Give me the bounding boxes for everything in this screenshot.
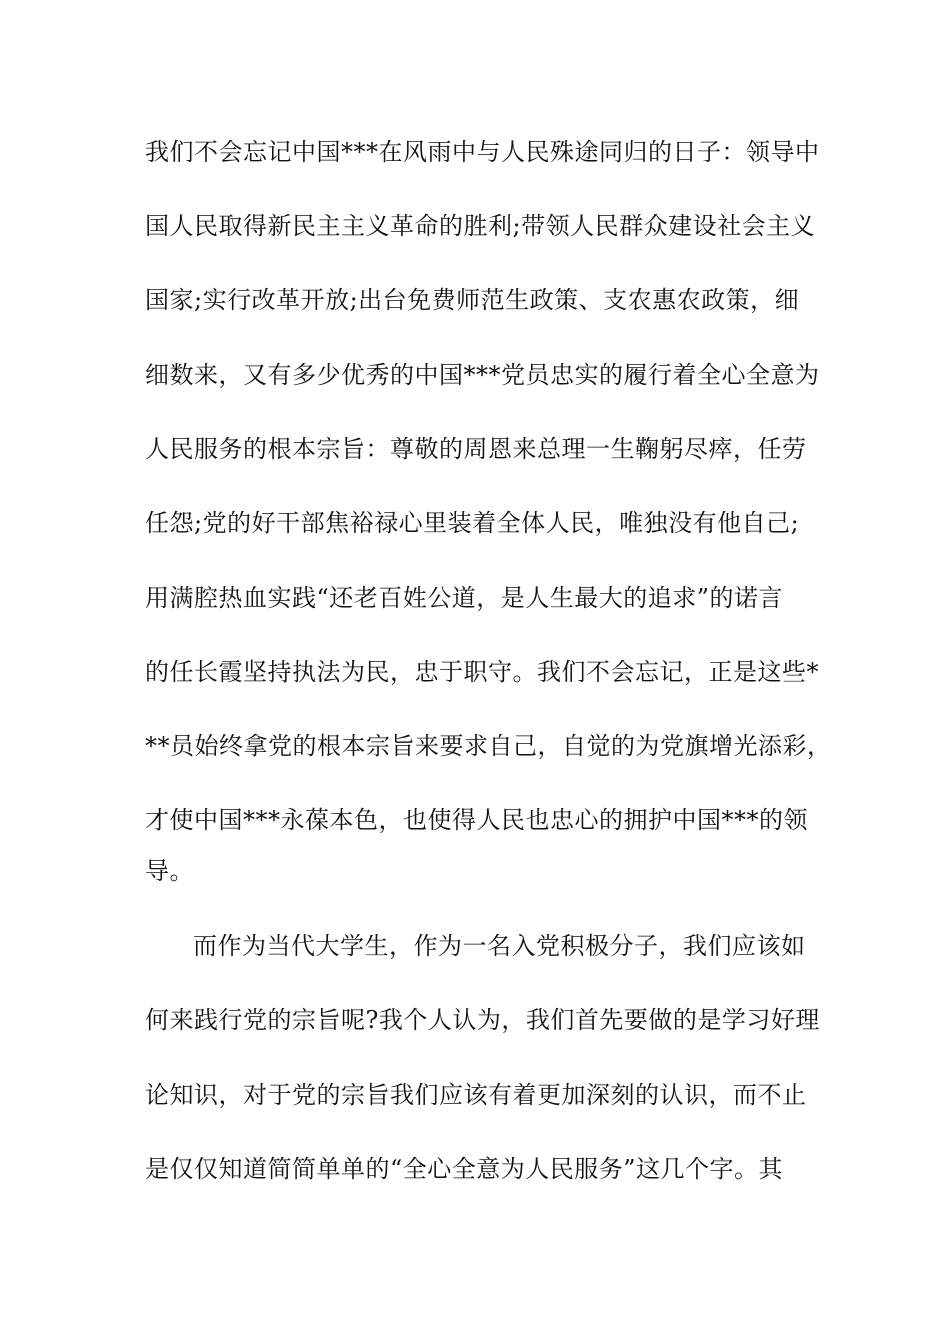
paragraph-1-line-9: **员始终拿党的根本宗旨来要求自己，自觉的为党旗增光添彩， <box>145 732 832 760</box>
paragraph-1-line-8: 的任长霞坚持执法为民，忠于职守。我们不会忘记，正是这些* <box>145 658 819 686</box>
paragraph-1-line-11: 导。 <box>145 857 194 885</box>
paragraph-2-line-2: 何来践行党的宗旨呢?我个人认为，我们首先要做的是学习好理 <box>145 1006 820 1034</box>
paragraph-2-line-1: 而作为当代大学生，作为一名入党积极分子，我们应该如 <box>193 932 806 960</box>
paragraph-1-line-10: 才使中国***永葆本色，也使得人民也忠心的拥护中国***的领 <box>145 806 808 834</box>
paragraph-1-line-4: 细数来，又有多少优秀的中国***党员忠实的履行着全心全意为 <box>145 361 820 389</box>
paragraph-1-line-1: 我们不会忘记中国***在风雨中与人民殊途同归的日子：领导中 <box>145 138 820 166</box>
paragraph-1-line-3: 国家;实行改革开放;出台免费师范生政策、支农惠农政策，细 <box>145 286 800 314</box>
paragraph-1-line-7: 用满腔热血实践“还老百姓公道，是人生最大的追求”的诺言 <box>145 584 784 612</box>
paragraph-1-line-2: 国人民取得新民主主义革命的胜利;带领人民群众建设社会主义 <box>145 212 816 240</box>
paragraph-1-line-5: 人民服务的根本宗旨：尊敬的周恩来总理一生鞠躬尽瘁，任劳 <box>145 435 807 463</box>
paragraph-1-line-6: 任怨;党的好干部焦裕禄心里装着全体人民，唯独没有他自己; <box>145 509 800 537</box>
paragraph-2-line-3: 论知识，对于党的宗旨我们应该有着更加深刻的认识，而不止 <box>145 1081 807 1109</box>
paragraph-2-line-4: 是仅仅知道简简单单的“全心全意为人民服务”这几个字。其 <box>145 1155 784 1183</box>
